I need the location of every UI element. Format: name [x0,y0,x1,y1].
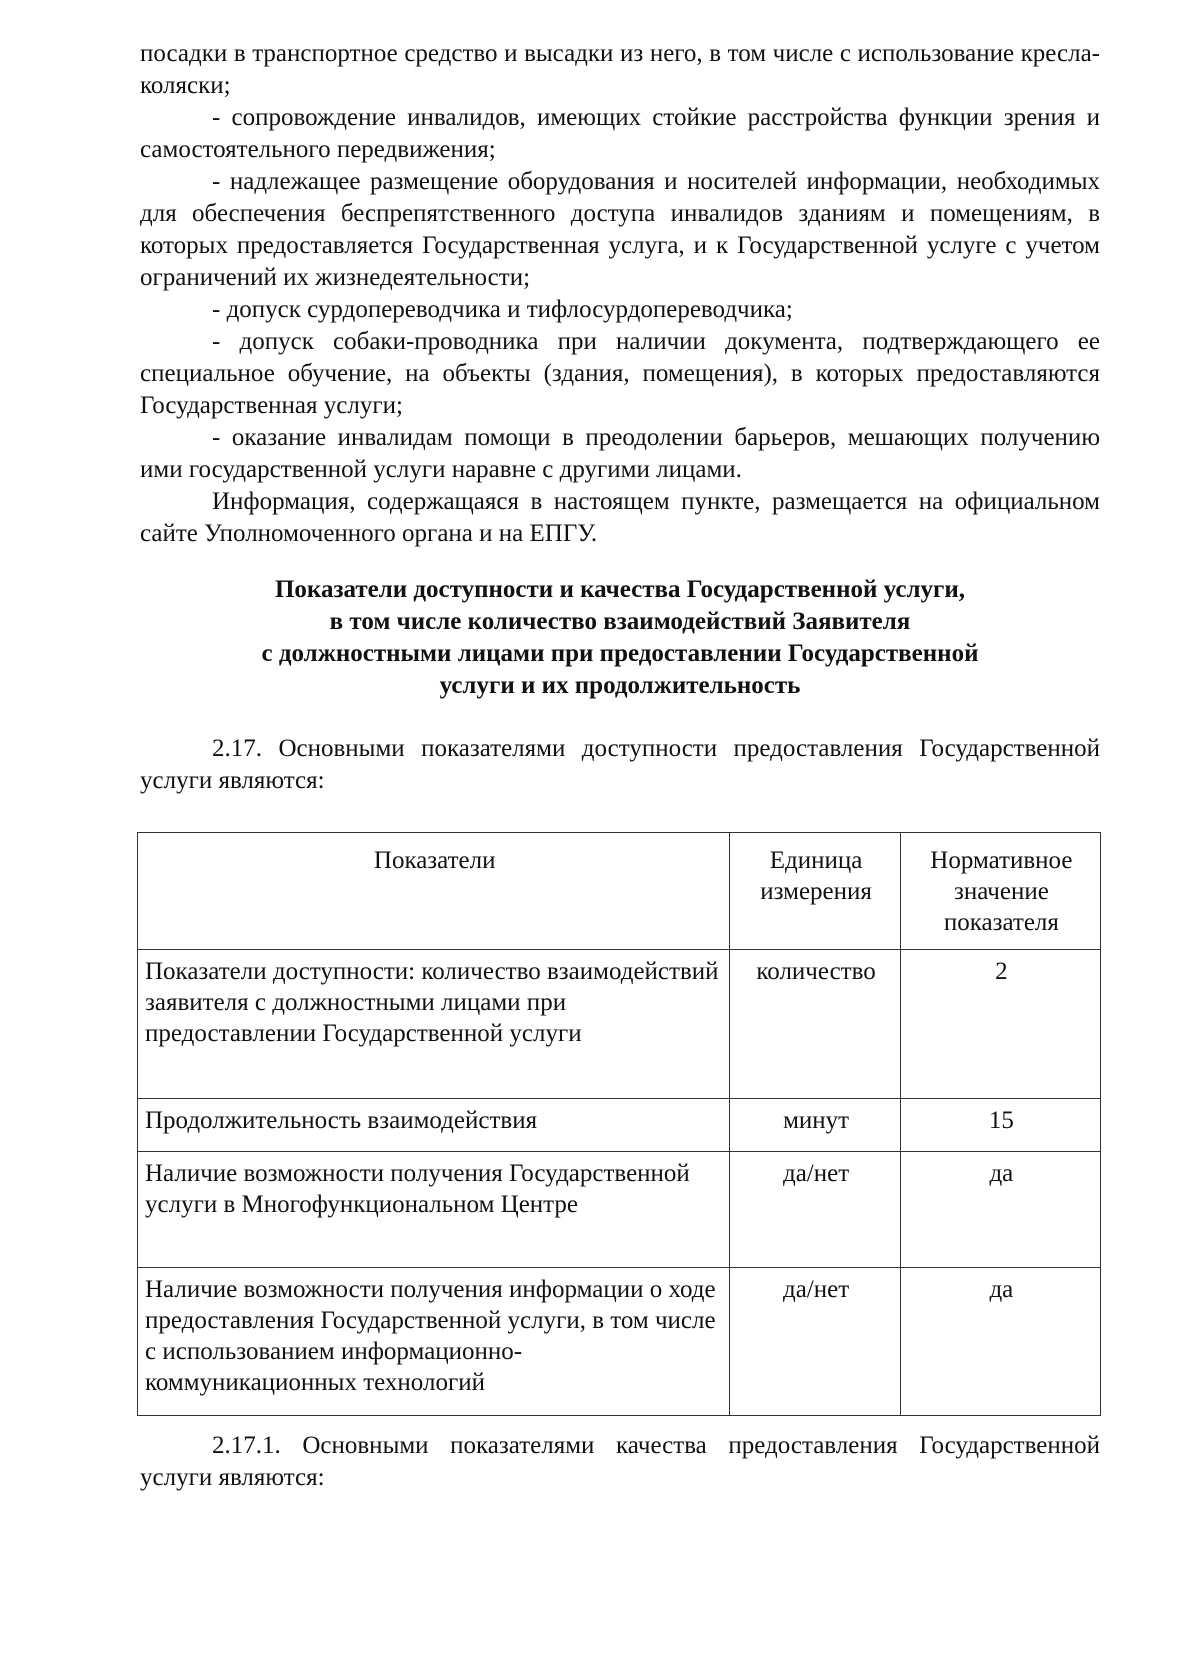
indicator-unit: да/нет [730,1268,900,1416]
header-indicators: Показатели [138,833,730,950]
header-norm-value: Нормативное значение показателя [900,833,1100,950]
intro-paragraph-7: Информация, содержащаяся в настоящем пункте, размещается на официальном сайте Уполномоченного органа и на ЕПГУ. [140,488,1100,547]
indicator-name: Показатели доступности: количество взаимодействий заявителя с должностными лицами при предоставлении Государственной услуги [138,950,730,1099]
indicator-norm: да [900,1152,1100,1268]
clause-2-17-1-text: 2.17.1. Основными показателями качества предоставления Государственной услуги являются: [140,1432,1100,1491]
indicator-norm: 2 [900,950,1100,1099]
table-row [138,1099,1101,1152]
indicator-unit: минут [730,1099,900,1152]
section-heading [140,574,1100,702]
section-heading-line-4: услуги и их продолжительность [439,672,801,699]
table-row [138,1152,1101,1268]
intro-paragraph-5: - допуск собаки-проводника при наличии документа, подтверждающего ее специальное обучение, на объекты (здания, помещения), в которых предоставляются Государственная услуги; [140,328,1100,419]
table-row [138,950,1101,1099]
clause-2-17-1 [140,1430,1100,1494]
header-unit: Единица измерения [730,833,900,950]
section-heading-line-3: с должностными лицами при предоставлении Государственной [261,640,979,667]
section-heading-line-1: Показатели доступности и качества Государственной услуги, [274,576,965,603]
clause-2-17-text: 2.17. Основными показателями доступности предоставления Государственной услуги являются: [140,735,1100,794]
clause-2-17 [140,733,1100,797]
section-heading-line-2: в том числе количество взаимодействий Заявителя [329,608,911,635]
intro-paragraph-3: - надлежащее размещение оборудования и носителей информации, необходимых для обеспечения беспрепятственного доступа инвалидов зданиям и помещениям, в которых предоставляется Государственная услуга, и к Государственной услуге с учетом ограничений их жизнедеятельности; [140,168,1100,291]
intro-paragraph-2: - сопровождение инвалидов, имеющих стойкие расстройства функции зрения и самостоятельного передвижения; [140,104,1100,163]
intro-text [140,38,1100,550]
intro-paragraph-4: - допуск сурдопереводчика и тифлосурдопереводчика; [212,296,793,323]
indicator-name: Продолжительность взаимодействия [138,1099,730,1152]
indicator-norm: да [900,1268,1100,1416]
indicators-table [137,832,1101,1416]
intro-paragraph-1: посадки в транспортное средство и высадки из него, в том числе с использование кресла-коляски; [140,40,1100,99]
indicator-unit: количество [730,950,900,1099]
indicator-name: Наличие возможности получения информации о ходе предоставления Государственной услуги, в том числе с использованием информационно-коммуникационных технологий [138,1268,730,1416]
intro-paragraph-6: - оказание инвалидам помощи в преодолении барьеров, мешающих получению ими государственной услуги наравне с другими лицами. [140,424,1100,483]
indicator-unit: да/нет [730,1152,900,1268]
indicator-name: Наличие возможности получения Государственной услуги в Многофункциональном Центре [138,1152,730,1268]
table-row [138,1268,1101,1416]
indicator-norm: 15 [900,1099,1100,1152]
table-header-row [138,833,1101,950]
